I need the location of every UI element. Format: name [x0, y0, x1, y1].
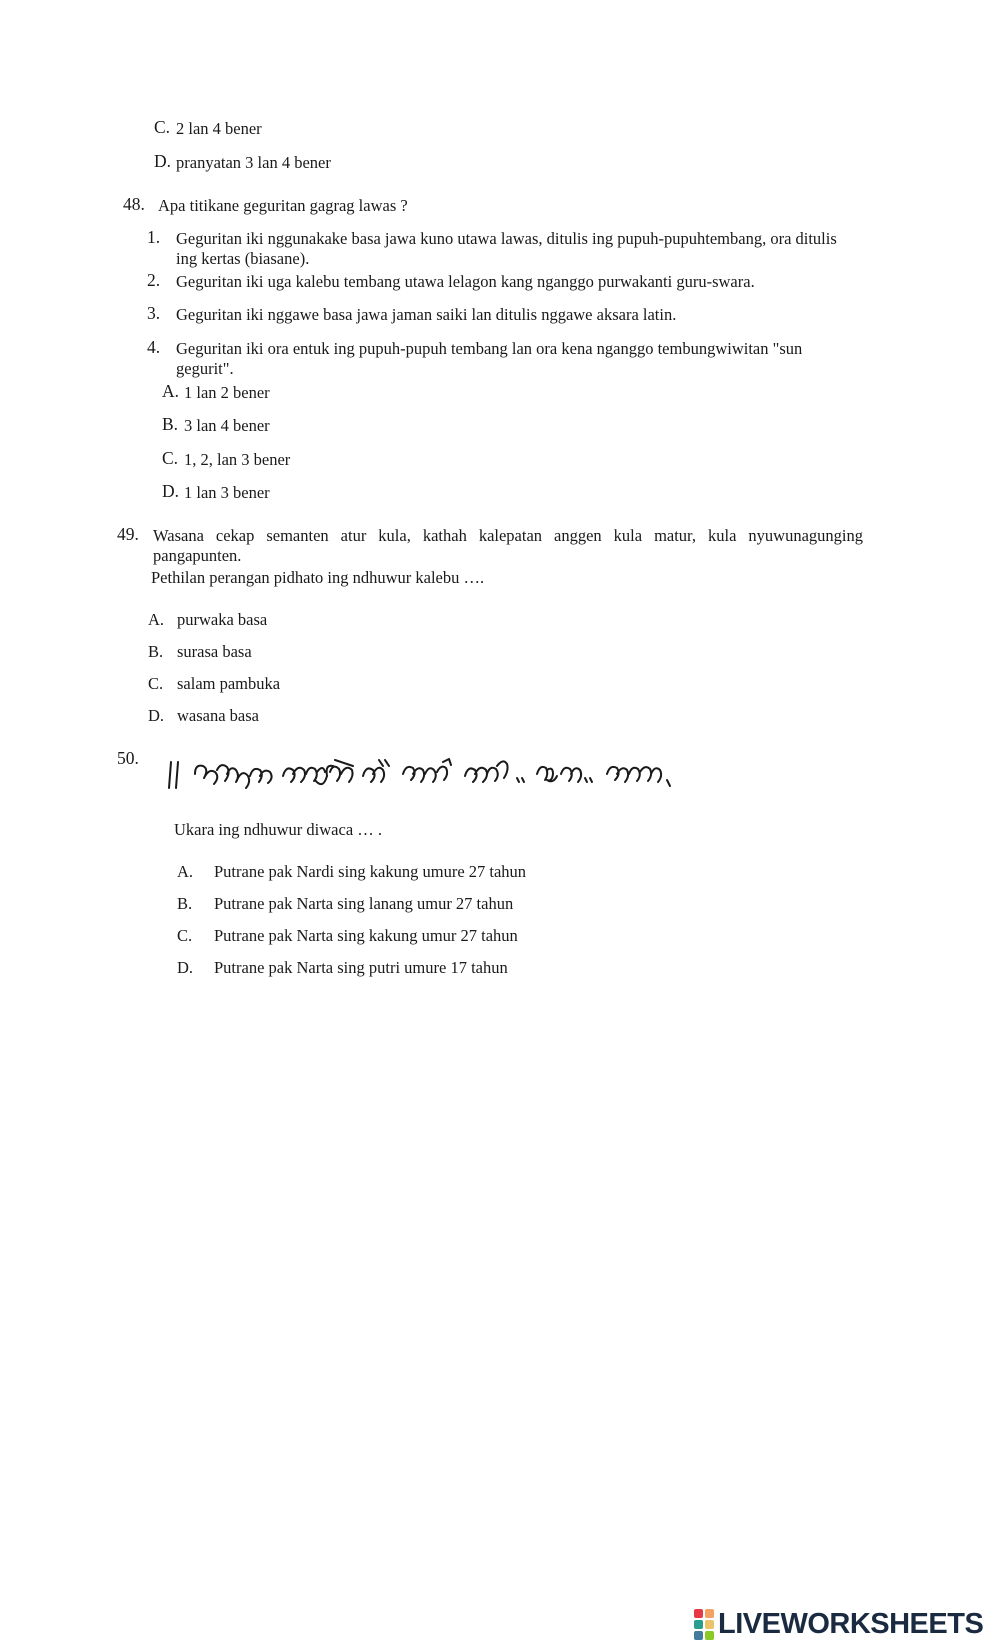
option-text: salam pambuka: [177, 674, 281, 693]
statement-text: Geguritan iki nggawe basa jawa jaman saiki lan ditulis nggawe aksara latin.: [176, 305, 677, 324]
liveworksheets-logo[interactable]: [694, 1608, 983, 1641]
option-text: 3 lan 4 bener: [184, 416, 270, 435]
option-text: surasa basa: [177, 642, 252, 661]
option-letter: B.: [162, 414, 179, 434]
statement-number: 4.: [147, 337, 161, 357]
option-text: 2 lan 4 bener: [176, 119, 262, 138]
option-letter: A.: [148, 610, 165, 629]
option-text: Putrane pak Narta sing kakung umur 27 tahun: [214, 926, 518, 945]
option-text: Putrane pak Nardi sing kakung umure 27 tahun: [214, 862, 527, 881]
statement-text: Geguritan iki uga kalebu tembang utawa lelagon kang nganggo purwakanti guru-swara.: [176, 272, 755, 291]
statement-text: Geguritan iki nggunakake basa jawa kuno utawa lawas, ditulis ing pupuh-pupuhtembang, ora ditulis ing kertas (biasane).: [176, 229, 837, 268]
option-letter: C.: [162, 448, 179, 468]
passage-text: Wasana cekap semanten atur kula, kathah kalepatan anggen kula matur, kula nyuwunagunging pangapunten.: [153, 526, 863, 565]
option-text: purwaka basa: [177, 610, 268, 629]
option-letter: B.: [177, 894, 193, 913]
logo-square: [694, 1620, 703, 1629]
question-number: 48.: [123, 194, 145, 214]
option-letter: C.: [177, 926, 193, 945]
question-text: Apa titikane geguritan gagrag lawas ?: [158, 196, 408, 215]
option-letter: C.: [154, 117, 171, 137]
logo-square: [694, 1609, 703, 1618]
question-number: 50.: [117, 748, 139, 768]
option-text: 1 lan 2 bener: [184, 383, 270, 402]
logo-icon: [694, 1609, 714, 1640]
option-text: Putrane pak Narta sing lanang umur 27 tahun: [214, 894, 514, 913]
option-letter: B.: [148, 642, 164, 661]
option-letter: D.: [154, 151, 172, 171]
logo-text: LIVEWORKSHEETS: [718, 1608, 984, 1640]
option-letter: D.: [177, 958, 194, 977]
statement-number: 3.: [147, 303, 161, 323]
javanese-script-image: [165, 752, 675, 796]
question-number: 49.: [117, 524, 139, 544]
statement-number: 2.: [147, 270, 161, 290]
logo-square: [705, 1620, 714, 1629]
option-letter: A.: [177, 862, 194, 881]
logo-square: [705, 1609, 714, 1618]
option-text: Putrane pak Narta sing putri umure 17 tahun: [214, 958, 508, 977]
option-letter: C.: [148, 674, 164, 693]
option-text: 1 lan 3 bener: [184, 483, 270, 502]
option-letter: D.: [162, 481, 180, 501]
logo-square: [705, 1631, 714, 1640]
logo-square: [694, 1631, 703, 1640]
question-text: Pethilan perangan pidhato ing ndhuwur kalebu ….: [151, 568, 485, 587]
question-text: Ukara ing ndhuwur diwaca … .: [174, 820, 383, 839]
option-letter: D.: [148, 706, 165, 725]
option-letter: A.: [162, 381, 180, 401]
option-text: 1, 2, lan 3 bener: [184, 450, 291, 469]
statement-text: Geguritan iki ora entuk ing pupuh-pupuh tembang lan ora kena nganggo tembungwiwitan "sun gegurit".: [176, 339, 803, 378]
statement-number: 1.: [147, 227, 161, 247]
option-text: wasana basa: [177, 706, 260, 725]
option-text: pranyatan 3 lan 4 bener: [176, 153, 331, 172]
